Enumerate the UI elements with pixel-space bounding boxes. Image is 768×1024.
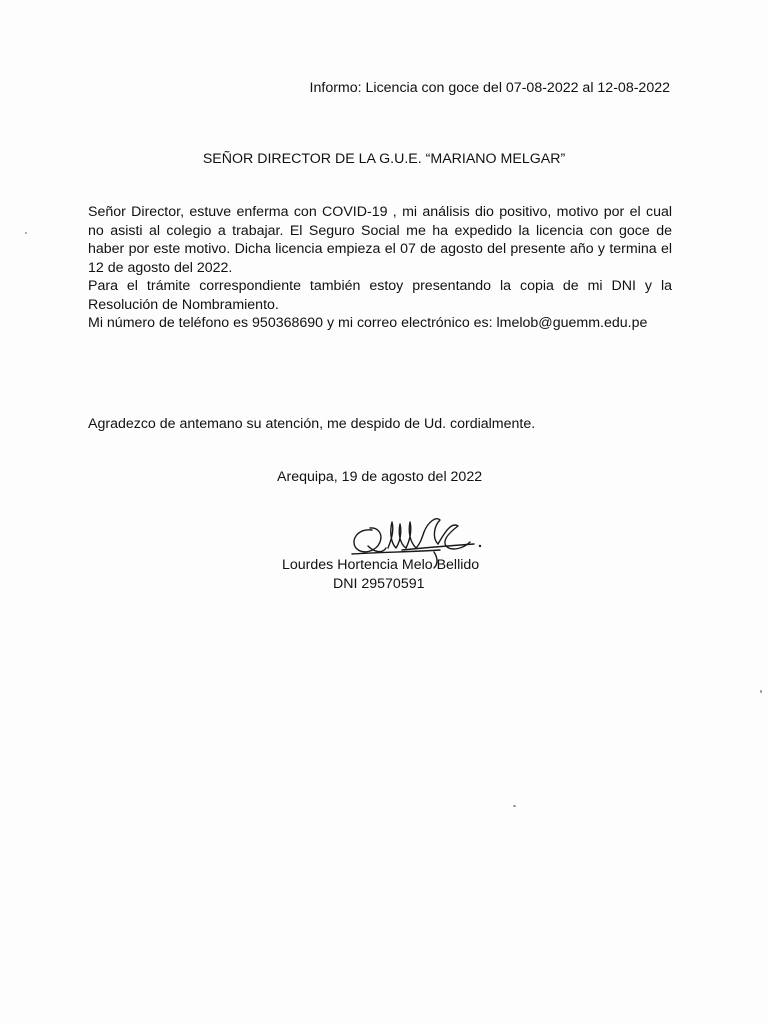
signer-name: Lourdes Hortencia Melo Bellido [282, 557, 480, 573]
body-paragraph-documents: Para el trámite correspondiente también estoy presentando la copia de mi DNI y la Resolución de Nombramiento. [88, 278, 672, 313]
letter-body [88, 203, 672, 333]
body-paragraph-contact: Mi número de teléfono es 950368690 y mi correo electrónico es: lmelob@guemm.edu.pe [88, 315, 648, 331]
scan-speck [25, 232, 27, 234]
closing-line: Agradezco de antemano su atención, me despido de Ud. cordialmente. [88, 416, 536, 432]
scan-speck [513, 805, 516, 807]
scan-speck [760, 690, 762, 693]
signer-dni: DNI 29570591 [333, 576, 425, 592]
body-paragraph-illness: Señor Director, estuve enferma con COVID-19 , mi análisis dio positivo, motivo por el cual no asisti al colegio a trabajar. El Seguro Social me ha expedido la licencia con goce de haber por este motivo. Dicha licencia empieza el 07 de agosto del presente año y termina el 12 de agosto del 2022. [88, 204, 672, 276]
addressee-heading: SEÑOR DIRECTOR DE LA G.U.E. “MARIANO MELGAR” [202, 151, 566, 167]
place-and-date: Arequipa, 19 de agosto del 2022 [277, 469, 483, 485]
subject-line: Informo: Licencia con goce del 07-08-2022 al 12-08-2022 [309, 80, 670, 96]
